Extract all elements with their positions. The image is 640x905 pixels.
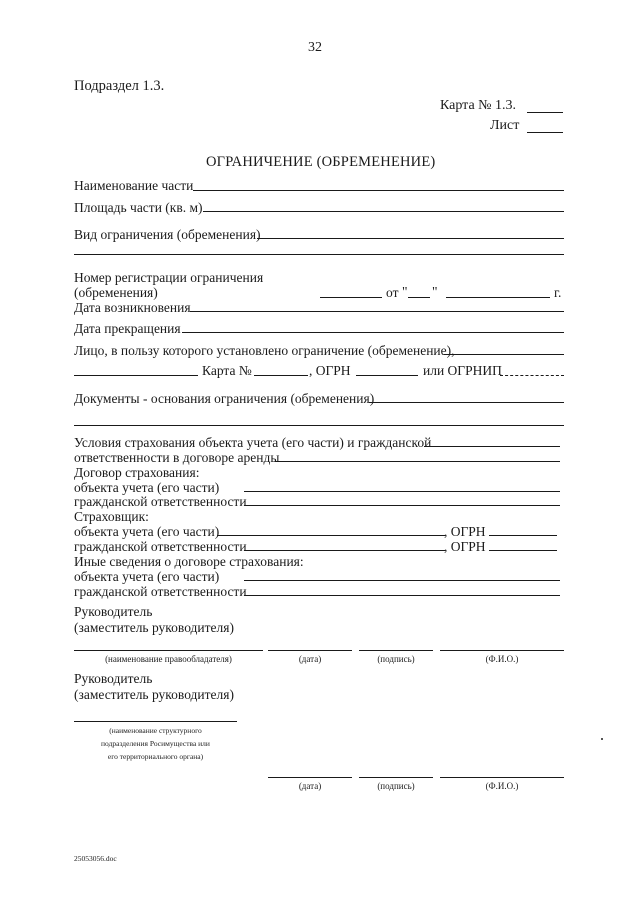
insurance-terms-label-line1: Условия страхования объекта учета (его части) и гражданской: [74, 435, 432, 450]
reg-number-line: [320, 297, 382, 298]
sign2-date-caption: (дата): [298, 781, 322, 791]
insurer-liability-line: [244, 550, 445, 551]
sign2-date-line: [268, 777, 352, 778]
beneficiary-label: Лицо, в пользу которого установлено ограничение (обременение),: [74, 343, 455, 358]
other-liability-line: [244, 595, 560, 596]
year-suffix: г.: [554, 285, 562, 300]
sign2-name-line: [440, 777, 564, 778]
contract-object-label: объекта учета (его части): [74, 480, 220, 495]
reg-number-label-line2: (обременения): [74, 285, 158, 300]
other-object-line: [244, 580, 560, 581]
sign2-name-caption: (Ф.И.О.): [485, 781, 519, 791]
insurer-liability-ogrn-label: , ОГРН: [444, 539, 486, 554]
page-number: 32: [308, 40, 322, 55]
quote-open: ": [402, 284, 408, 299]
sheet-label: Лист: [490, 118, 520, 133]
sign1-name-line: [440, 650, 564, 651]
sign2-head-label: Руководитель: [74, 671, 153, 686]
sign2-deputy-label: (заместитель руководителя): [74, 687, 234, 702]
end-date-line: [182, 332, 564, 333]
contract-object-line: [244, 491, 560, 492]
stray-dot: [601, 738, 603, 740]
basis-documents-line-2: [74, 425, 564, 426]
start-date-label: Дата возникновения: [74, 300, 191, 315]
other-info-heading: Иные сведения о договоре страхования:: [74, 554, 304, 569]
sign1-date-line: [268, 650, 352, 651]
sign1-signature-caption: (подпись): [377, 654, 415, 664]
basis-documents-label: Документы - основания ограничения (обременения): [74, 391, 375, 406]
form-title: ОГРАНИЧЕНИЕ (ОБРЕМЕНЕНИЕ): [206, 154, 436, 170]
start-date-line: [190, 311, 564, 312]
part-area-label: Площадь части (кв. м): [74, 200, 203, 215]
card-no-label: Карта №: [202, 363, 252, 378]
sign1-date-caption: (дата): [298, 654, 322, 664]
reg-number-label-line1: Номер регистрации ограничения: [74, 270, 264, 285]
insurance-terms-line1: [424, 446, 560, 447]
reg-day-line: [408, 297, 430, 298]
restriction-type-label: Вид ограничения (обременения): [74, 227, 261, 242]
card-number-line: [527, 112, 563, 113]
quote-close: ": [432, 284, 438, 299]
beneficiary-name-line: [74, 375, 198, 376]
ogrnip-label: или ОГРНИП: [423, 363, 502, 378]
insurer-liability-label: гражданской ответственности: [74, 539, 247, 554]
sign1-deputy-label: (заместитель руководителя): [74, 620, 234, 635]
sign1-holder-caption: (наименование правообладателя): [105, 654, 232, 664]
sign1-signature-line: [359, 650, 433, 651]
part-name-line: [193, 190, 564, 191]
footer-filename: 25053056.doc: [74, 854, 117, 863]
sign2-unit-caption-line2: подразделения Росимущества или: [101, 739, 210, 748]
ogrn-line: [356, 375, 418, 376]
sign1-name-caption: (Ф.И.О.): [485, 654, 519, 664]
insurance-contract-heading: Договор страхования:: [74, 465, 200, 480]
basis-documents-line: [369, 402, 564, 403]
sign2-unit-line: [74, 721, 237, 722]
sign1-holder-line: [74, 650, 263, 651]
subsection-label: Подраздел 1.3.: [74, 78, 165, 94]
other-object-label: объекта учета (его части): [74, 569, 220, 584]
card-no-line: [254, 375, 308, 376]
contract-liability-line: [244, 505, 560, 506]
beneficiary-line: [444, 354, 564, 355]
reg-month-year-line: [446, 297, 550, 298]
end-date-label: Дата прекращения: [74, 321, 181, 336]
ogrnip-line: [500, 375, 564, 376]
restriction-type-line-2: [74, 254, 564, 255]
insurer-object-ogrn-line: [489, 535, 557, 536]
sign2-signature-caption: (подпись): [377, 781, 415, 791]
card-number-label: Карта № 1.3.: [440, 98, 517, 113]
insurance-terms-label-line2: ответственности в договоре аренды: [74, 450, 280, 465]
restriction-type-line: [257, 238, 564, 239]
sign2-signature-line: [359, 777, 433, 778]
contract-liability-label: гражданской ответственности: [74, 494, 247, 509]
from-word: от: [386, 285, 399, 300]
other-liability-label: гражданской ответственности: [74, 584, 247, 599]
sign1-head-label: Руководитель: [74, 604, 153, 619]
insurance-terms-line2: [275, 461, 560, 462]
sheet-line: [527, 132, 563, 133]
insurer-object-line: [217, 535, 445, 536]
insurer-liability-ogrn-line: [489, 550, 557, 551]
part-area-line: [203, 211, 564, 212]
sign2-unit-caption-line1: (наименование структурного: [109, 726, 202, 735]
insurer-object-ogrn-label: , ОГРН: [444, 524, 486, 539]
part-name-label: Наименование части: [74, 178, 194, 193]
sign2-unit-caption-line3: его территориального органа): [107, 752, 204, 761]
insurer-object-label: объекта учета (его части): [74, 524, 220, 539]
ogrn-label: , ОГРН: [309, 363, 351, 378]
insurer-heading: Страховщик:: [74, 509, 149, 524]
